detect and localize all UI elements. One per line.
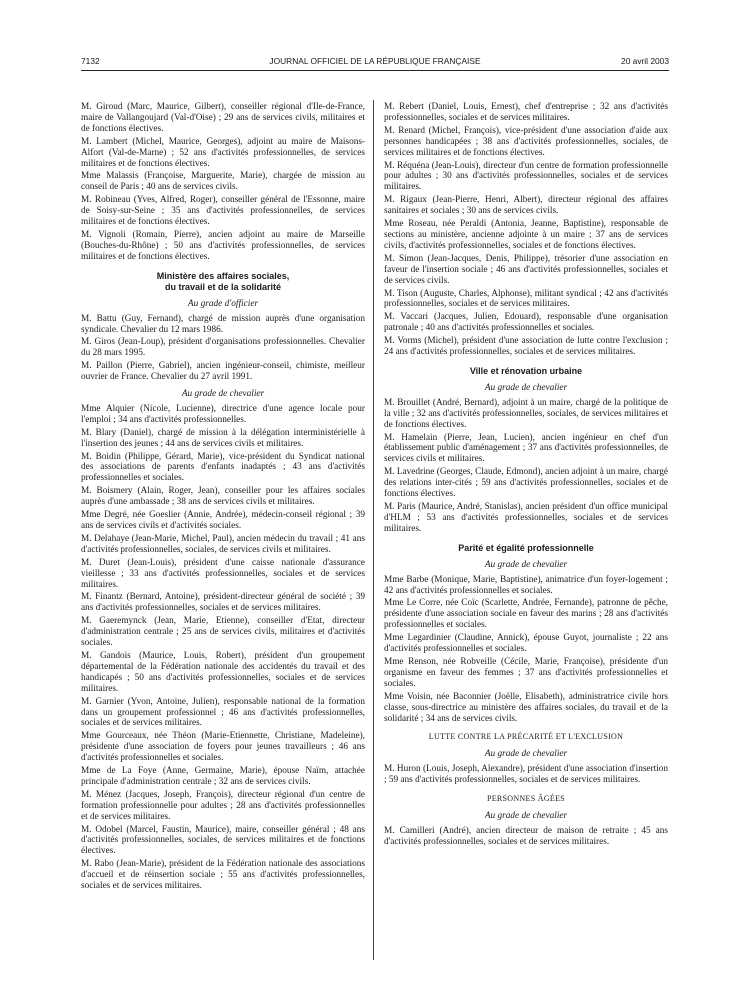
entry: M. Vaccari (Jacques, Julien, Edouard), responsable d'une organisation patronale ; 40 ans d'activités professionnelles et sociales. bbox=[384, 312, 668, 334]
page-header bbox=[81, 56, 669, 70]
intro-list bbox=[81, 102, 365, 263]
entry: Mme Renson, née Robveille (Cécile, Marie, Françoise), présidente d'un organisme en faveur des femmes ; 37 ans d'activités professionnelles et sociales. bbox=[384, 656, 668, 689]
entry: M. Ménez (Jacques, Joseph, François), directeur régional d'un centre de formation professionnelle pour adultes ; 28 ans d'activités professionnelles et de services militaires. bbox=[81, 789, 365, 822]
section-title-parite: Parité et égalité professionnelle bbox=[458, 542, 594, 553]
entry: M. Vorms (Michel), président d'une association de lutte contre l'exclusion ; 24 ans d'activités professionnelles, sociales et de services militaires. bbox=[384, 336, 668, 358]
issue-date: 20 avril 2003 bbox=[621, 56, 669, 66]
entry: M. Garnier (Yvon, Antoine, Julien), responsable national de la formation dans un groupement professionnel ; 46 ans d'activités professionnelles, sociales et de services militaires. bbox=[81, 696, 365, 729]
section-title-lutte: LUTTE CONTRE LA PRÉCARITÉ ET L'EXCLUSION bbox=[428, 732, 624, 742]
entry: Mme Legardinier (Claudine, Annick), épouse Guyot, journaliste ; 22 ans d'activités professionnelles et sociales. bbox=[384, 633, 668, 655]
right-column bbox=[384, 102, 668, 850]
entry: Mme Degré, née Goeslier (Annie, Andrée), médecin-conseil régional ; 39 ans de services civils et d'activités sociales. bbox=[81, 510, 365, 531]
entry: M. Hamelain (Pierre, Jean, Lucien), ancien ingénieur en chef d'un établissement public d'aménagement ; 37 ans d'activités professionnelles, de services civils et militaires. bbox=[384, 432, 668, 465]
entry: M. Tison (Auguste, Charles, Alphonse), militant syndical ; 42 ans d'activités professionnelles, sociales et de services militaires. bbox=[384, 288, 668, 310]
entry: M. Rigaux (Jean-Pierre, Henri, Albert), directeur régional des affaires sanitaires et sociales ; 30 ans de services civils. bbox=[384, 195, 668, 217]
entry: M. Brouillet (André, Bernard), adjoint à un maire, chargé de la politique de la ville ; 32 ans d'activités professionnelles, sociales, de services militaires et de fonctions électives. bbox=[384, 397, 668, 430]
entry: M. Boismery (Alain, Roger, Jean), conseiller pour les affaires sociales auprès d'une ambassade ; 38 ans de services civils et militaires. bbox=[81, 486, 365, 508]
entry: Mme Le Corre, née Coïc (Scarlette, Andrée, Fernande), patronne de pêche, présidente d'une association sociale en faveur des marins ; 28 ans d'activités professionnelles et sociales. bbox=[384, 598, 668, 631]
grade-heading-lutte: Au grade de chevalier bbox=[484, 749, 568, 760]
parite-list bbox=[384, 575, 668, 725]
chevalier-list bbox=[81, 404, 365, 892]
entry: M. Camilleri (André), ancien directeur de maison de retraite ; 45 ans d'activités professionnelles, sociales et de services militaires. bbox=[384, 825, 668, 847]
entry: M. Paillon (Pierre, Gabriel), ancien ingénieur-conseil, chimiste, meilleur ouvrier de France. Chevalier du 27 avril 1991. bbox=[81, 361, 365, 383]
agees-list bbox=[384, 826, 668, 848]
header-rule bbox=[81, 70, 669, 71]
entry: Mme Gourceaux, née Théon (Marie-Etiennette, Christiane, Madeleine), présidente d'une association de foyers pour jeunes travailleurs ; 46 ans d'activités professionnelles et sociales. bbox=[81, 731, 365, 764]
entry: Mme de La Foye (Anne, Germaine, Marie), épouse Naïm, attachée principale d'administration centrale ; 32 ans de services civils. bbox=[81, 766, 365, 787]
continued-list bbox=[384, 102, 668, 358]
ville-list bbox=[384, 398, 668, 535]
grade-heading-chevalier: Au grade de chevalier bbox=[181, 389, 265, 400]
entry: M. Huron (Louis, Joseph, Alexandre), président d'une association d'insertion ; 59 ans d'activités professionnelles, sociales et de services militaires. bbox=[384, 764, 668, 786]
grade-heading-ville: Au grade de chevalier bbox=[484, 382, 568, 393]
ministry-title bbox=[81, 271, 365, 293]
entry: Mme Roseau, née Peraldi (Antonia, Jeanne, Baptistine), responsable de sections au ministère, ancienne adjointe à un maire ; 37 ans de services civils, d'activités professionnelles, sociales et de fonctions électives. bbox=[384, 219, 668, 251]
entry: M. Simon (Jean-Jacques, Denis, Philippe), trésorier d'une association en faveur de l'insertion sociale ; 46 ans d'activités professionnelles, sociales et de services civils. bbox=[384, 253, 668, 286]
entry: M. Renard (Michel, François), vice-président d'une association d'aide aux personnes handicapées ; 38 ans d'activités professionnelles, sociales, de services militaires et de fonctions électives. bbox=[384, 125, 668, 158]
grade-heading-parite: Au grade de chevalier bbox=[484, 559, 568, 570]
entry: M. Finantz (Bernard, Antoine), président-directeur général de société ; 39 ans d'activités professionnelles, sociales et de services militaires. bbox=[81, 592, 365, 614]
entry: M. Robineau (Yves, Alfred, Roger), conseiller général de l'Essonne, maire de Soisy-sur-Seine ; 35 ans d'activités professionnelles, de services militaires et de fonctions électives. bbox=[81, 195, 365, 228]
section-title-ville: Ville et rénovation urbaine bbox=[469, 365, 583, 376]
entry: Mme Alquier (Nicole, Lucienne), directrice d'une agence locale pour l'emploi ; 34 ans d'activités professionnelles. bbox=[81, 403, 365, 425]
entry: M. Duret (Jean-Louis), président d'une caisse nationale d'assurance vieillesse ; 33 ans d'activités professionnelles, sociales et de services militaires. bbox=[81, 557, 365, 590]
grade-heading-officier: Au grade d'officier bbox=[187, 298, 259, 309]
entry: M. Réquéna (Jean-Louis), directeur d'un centre de formation professionnelle pour adultes ; 30 ans d'activités professionnelles, sociales et de services militaires. bbox=[384, 160, 668, 193]
entry: M. Battu (Guy, Fernand), chargé de mission auprès d'une organisation syndicale. Chevalier du 12 mars 1986. bbox=[81, 313, 365, 335]
column-divider bbox=[373, 100, 374, 960]
entry: M. Paris (Maurice, André, Stanislas), ancien président d'un office municipal d'HLM ; 53 ans d'activités professionnelles, sociales et de services militaires. bbox=[384, 502, 668, 534]
section-title-agees: PERSONNES ÂGÉES bbox=[486, 794, 566, 804]
entry: M. Giroud (Marc, Maurice, Gilbert), conseiller régional d'Ile-de-France, maire de Vallangoujard (Val-d'Oise) ; 29 ans de services civils, militaires et de fonctions électives. bbox=[81, 102, 365, 134]
entry: M. Odobel (Marcel, Faustin, Maurice), maire, conseiller général ; 48 ans d'activités professionnelles, sociales, de services militaires et de fonctions électives. bbox=[81, 824, 365, 857]
entry: M. Rebert (Daniel, Louis, Ernest), chef d'entreprise ; 32 ans d'activités professionnelles, sociales et de services militaires. bbox=[384, 102, 668, 123]
entry: M. Gaeremynck (Jean, Marie, Etienne), conseiller d'Etat, directeur d'administration centrale ; 25 ans de services civils, militaires et d'activités sociales. bbox=[81, 616, 365, 649]
entry: M. Blary (Daniel), chargé de mission à la délégation interministérielle à l'insertion des jeunes ; 44 ans de services civils et militaires. bbox=[81, 427, 365, 449]
left-column bbox=[81, 102, 365, 894]
lutte-list bbox=[384, 764, 668, 786]
ministry-title-line-1: Ministère des affaires sociales, bbox=[156, 270, 290, 281]
entry: M. Lambert (Michel, Maurice, Georges), adjoint au maire de Maisons-Alfort (Val-de-Marne) ; 52 ans d'activités professionnelles, de services militaires et de fonctions électives. bbox=[81, 136, 365, 169]
entry: M. Lavedrine (Georges, Claude, Edmond), ancien adjoint à un maire, chargé des relations inter-cités ; 59 ans d'activités professionnelles, sociales et de fonctions électives. bbox=[384, 467, 668, 500]
ministry-title-line-2: du travail et de la solidarité bbox=[164, 281, 282, 292]
entry: Mme Barbe (Monique, Marie, Baptistine), animatrice d'un foyer-logement ; 42 ans d'activités professionnelles et sociales. bbox=[384, 574, 668, 596]
entry: Mme Malassis (Françoise, Marguerite, Marie), chargée de mission au conseil de Paris ; 40 ans de services civils. bbox=[81, 171, 365, 193]
grade-heading-agees: Au grade de chevalier bbox=[484, 810, 568, 821]
entry: M. Rabo (Jean-Marie), président de la Fédération nationale des associations d'accueil et de réinsertion sociale ; 55 ans d'activités professionnelles, sociales et de services militaires. bbox=[81, 859, 365, 892]
entry: M. Giros (Jean-Loup), président d'organisations professionnelles. Chevalier du 28 mars 1995. bbox=[81, 337, 365, 359]
page-number: 7132 bbox=[81, 56, 100, 66]
entry: M. Boidin (Philippe, Gérard, Marie), vice-président du Syndicat national des associations de parents d'enfants inadaptés ; 43 ans d'activités professionnelles et sociales. bbox=[81, 451, 365, 484]
journal-title: JOURNAL OFFICIEL DE LA RÉPUBLIQUE FRANÇAISE bbox=[269, 56, 481, 66]
entry: M. Vignoli (Romain, Pierre), ancien adjoint au maire de Marseille (Bouches-du-Rhône) ; 50 ans d'activités professionnelles, de services militaires et de fonctions électives. bbox=[81, 229, 365, 262]
entry: M. Delahaye (Jean-Marie, Michel, Paul), ancien médecin du travail ; 41 ans d'activités professionnelles, sociales, de services civils et militaires. bbox=[81, 533, 365, 555]
officier-list bbox=[81, 314, 365, 383]
entry: Mme Voisin, née Baconnier (Joëlle, Elisabeth), administratrice civile hors classe, sous-directrice au ministère des affaires sociales, du travail et de la solidarité ; 34 ans de services civils. bbox=[384, 691, 668, 724]
entry: M. Gandois (Maurice, Louis, Robert), président d'un groupement départemental de la Fédération nationale des accidentés du travail et des handicapés ; 50 ans d'activités professionnelles, sociales et de services militaires. bbox=[81, 650, 365, 694]
